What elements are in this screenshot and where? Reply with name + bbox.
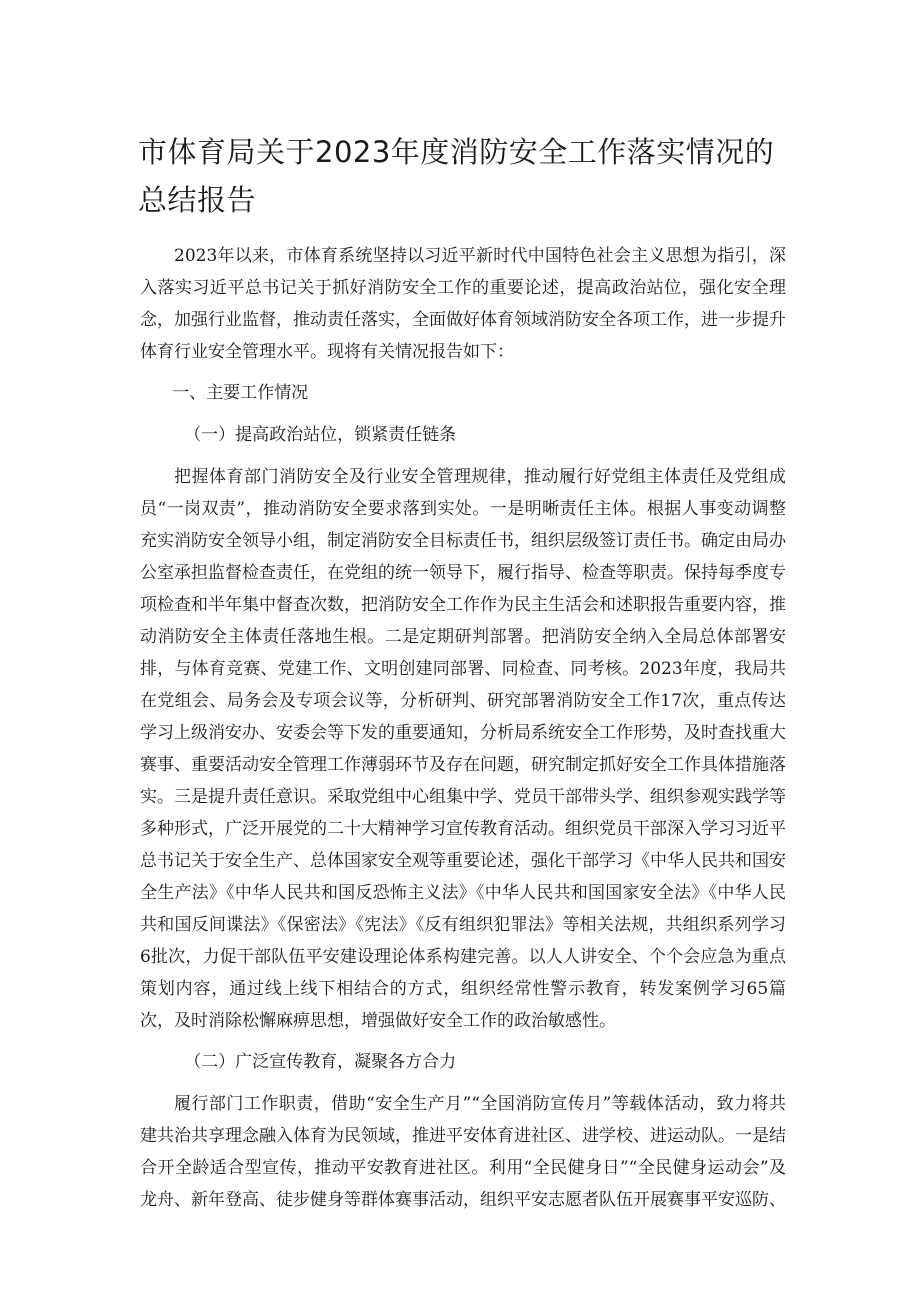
responsibility-paragraph: 把握体育部门消防安全及行业安全管理规律，推动履行好党组主体责任及党组成员“一岗双责”，推动消防安全要求落到实处。一是明晰责任主体。根据人事变动调整充实消防安全领导小组，制定消防安全目标责任书，组织层级签订责任书。确定由局办公室承担监督检查责任，在党组的统一领导下，履行指导、检查等职责。保持每季度专项检查和半年集中督查次数，把消防安全工作作为民主生活会和述职报告重要内容，推动消防安全主体责任落地生根。二是定期研判部署。把消防安全纳入全局总体部署安排，与体育竞赛、党建工作、文明创建同部署、同检查、同考核。2023年度，我局共在党组会、局务会及专项会议等，分析研判、研究部署消防安全工作17次，重点传达学习上级消安办、安委会等下发的重要通知，分析局系统安全工作形势，及时查找重大赛事、重要活动安全管理工作薄弱环节及存在问题，研究制定抓好安全工作具体措施落实。三是提升责任意识。采取党组中心组集中学、党员干部带头学、组织参观实践学等多种形式，广泛开展党的二十大精神学习宣传教育活动。组织党员干部深入学习习近平总书记关于安全生产、总体国家安全观等重要论述，强化干部学习《中华人民共和国安全生产法》《中华人民共和国反恐怖主义法》《中华人民共和国国家安全法》《中华人民共和国反间谍法》《保密法》《宪法》《反有组织犯罪法》等相关法规，共组织系列学习6批次，力促干部队伍平安建设理论体系构建完善。以人人讲安全、个个会应急为重点策划内容，通过线上线下相结合的方式，组织经常性警示教育，转发案例学习65篇次，及时消除松懈麻痹思想，增强做好安全工作的政治敏感性。: [140, 467, 786, 1031]
subsection-heading-publicity: （二）广泛宣传教育，凝聚各方合力: [184, 1052, 457, 1072]
section-heading-main-work: 一、主要工作情况: [172, 383, 309, 403]
document-title: 市体育局关于2023年度消防安全工作落实情况的总结报告: [138, 135, 775, 217]
document-body: [140, 240, 786, 1225]
intro-paragraph: 2023年以来，市体育系统坚持以习近平新时代中国特色社会主义思想为指引，深入落实习近平总书记关于抓好消防安全工作的重要论述，提高政治站位，强化安全理念，加强行业监督，推动责任落实，全面做好体育领域消防安全各项工作，进一步提升体育行业安全管理水平。现将有关情况报告如下：: [140, 246, 786, 362]
publicity-paragraph: 履行部门工作职责，借助“安全生产月”“全国消防宣传月”等载体活动，致力将共建共治共享理念融入体育为民领域，推进平安体育进社区、进学校、进运动队。一是结合开全龄适合型宣传，推动平安教育进社区。利用“全民健身日”“全民健身运动会”及龙舟、新年登高、徒步健身等群体赛事活动，组织平安志愿者队伍开展赛事平安巡防、: [140, 1094, 786, 1210]
subsection-heading-responsibility: （一）提高政治站位，锁紧责任链条: [184, 425, 457, 445]
